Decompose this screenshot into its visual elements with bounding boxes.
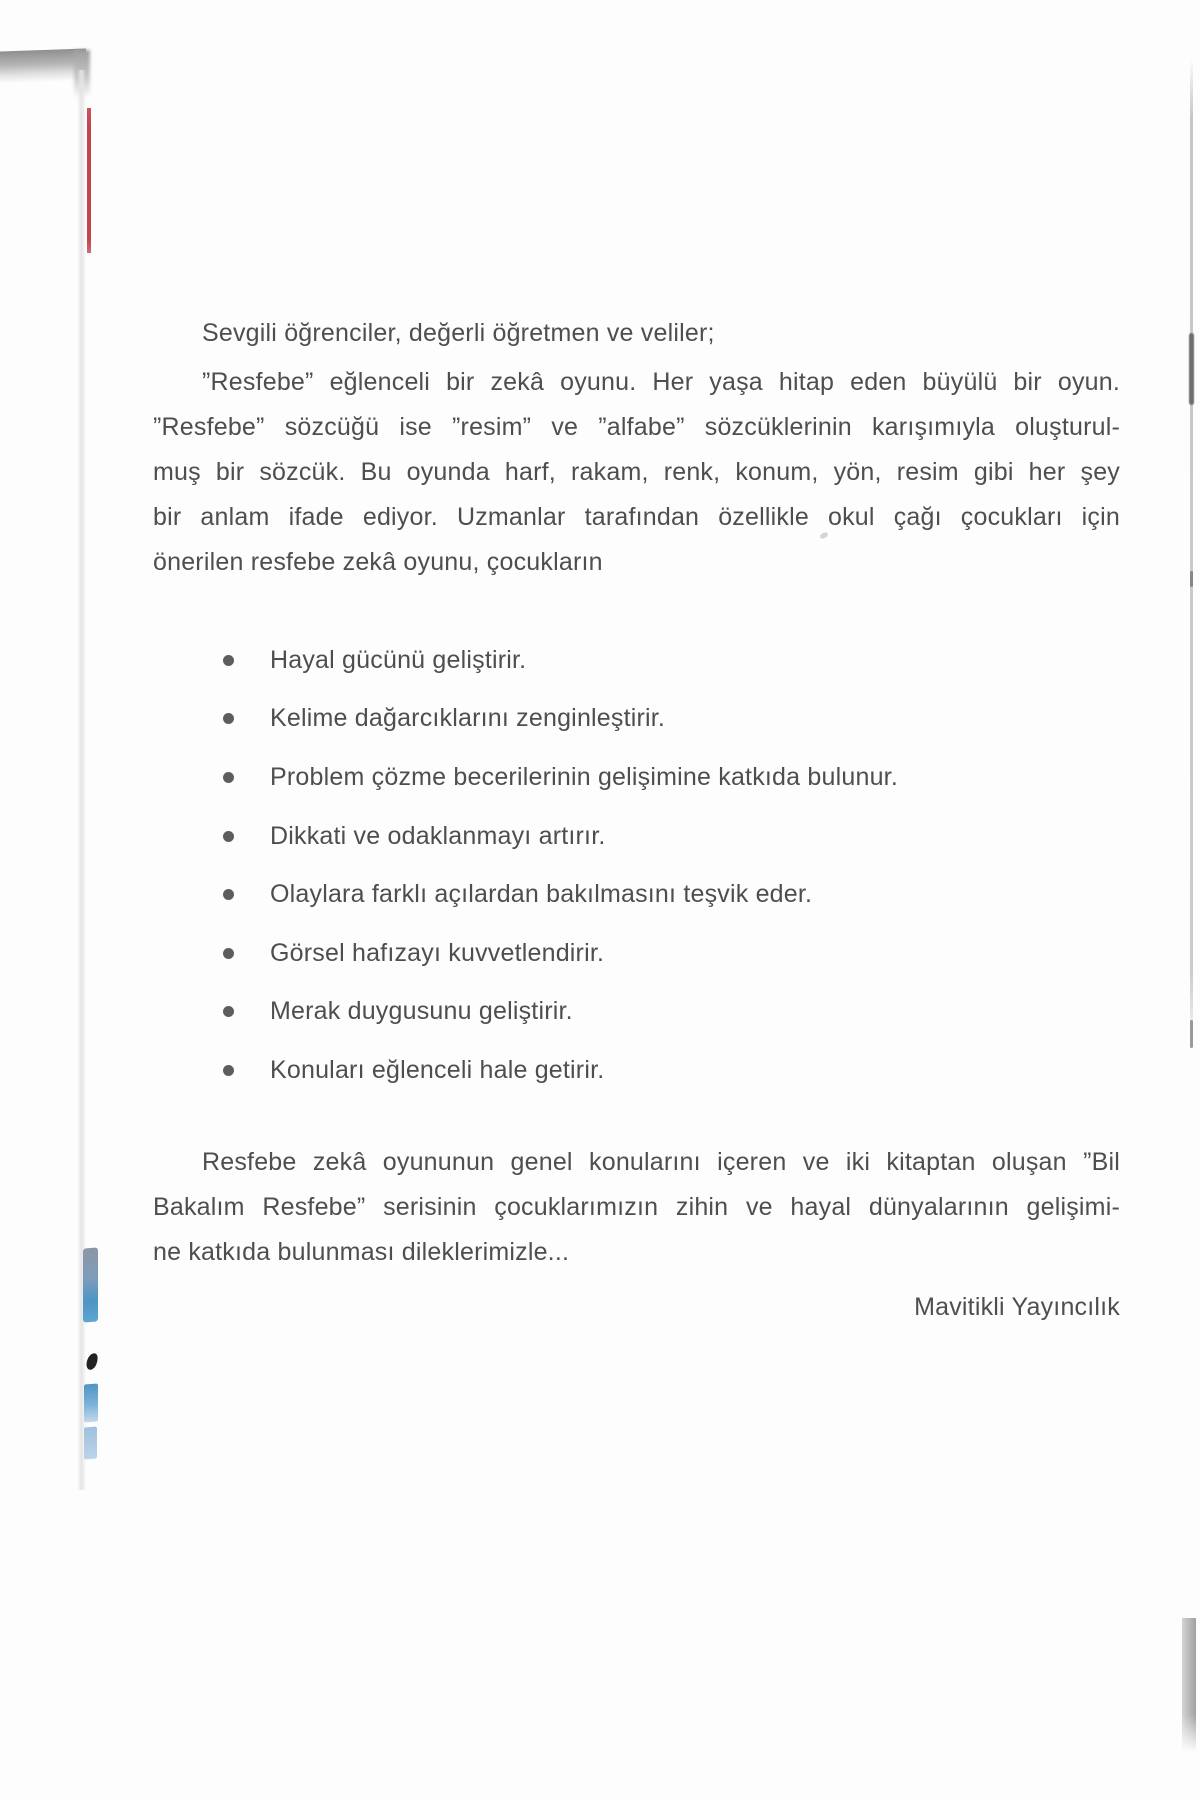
list-item-label: Kelime dağarcıklarını zenginleştirir. bbox=[270, 704, 666, 733]
list-item-label: Merak duygusunu geliştirir. bbox=[270, 997, 573, 1026]
bullet-dot-icon bbox=[223, 772, 234, 783]
left-edge-blue-streak bbox=[83, 1247, 98, 1322]
list-item bbox=[153, 924, 1120, 983]
list-item bbox=[153, 1041, 1120, 1100]
right-edge-dark-segment bbox=[1189, 333, 1194, 405]
list-item-label: Olaylara farklı açılardan bakılmasını teşvik eder. bbox=[270, 880, 813, 909]
list-item bbox=[153, 983, 1120, 1042]
list-item-label: Problem çözme becerilerinin gelişimine katkıda bulunur. bbox=[270, 762, 898, 791]
bullet-dot-icon bbox=[223, 948, 234, 959]
list-item bbox=[153, 631, 1120, 690]
bullet-dot-icon bbox=[223, 1065, 234, 1076]
publisher-signature: Mavitikli Yayıncılık bbox=[914, 1293, 1120, 1321]
paragraph-line: ”Resfebe” sözcüğü ise ”resim” ve ”alfabe” sözcüklerinin karışımıyla oluşturul- bbox=[153, 413, 1120, 441]
paragraph-line: ”Resfebe” eğlenceli bir zekâ oyunu. Her yaşa hitap eden büyülü bir oyun. bbox=[202, 368, 1120, 396]
bullet-dot-icon bbox=[223, 831, 234, 842]
bottom-right-edge-band bbox=[1182, 1618, 1196, 1752]
paragraph-line: ne katkıda bulunması dileklerimizle... bbox=[153, 1238, 570, 1266]
left-edge-blue-streak bbox=[84, 1427, 97, 1460]
intro-paragraph bbox=[153, 360, 1120, 585]
page-right-edge-line bbox=[1190, 58, 1193, 1053]
benefits-list bbox=[153, 631, 1120, 1100]
list-item-label: Dikkati ve odaklanmayı artırır. bbox=[270, 821, 606, 850]
greeting-line: Sevgili öğrenciler, değerli öğretmen ve veliler; bbox=[202, 319, 715, 347]
right-edge-dark-segment bbox=[1190, 571, 1193, 587]
list-item bbox=[153, 807, 1120, 866]
closing-paragraph bbox=[153, 1140, 1120, 1275]
left-edge-ink-mark bbox=[85, 1352, 99, 1371]
list-item bbox=[153, 690, 1120, 749]
bullet-dot-icon bbox=[223, 655, 234, 666]
list-item-label: Konuları eğlenceli hale getirir. bbox=[270, 1055, 605, 1084]
list-item-label: Hayal gücünü geliştirir. bbox=[270, 645, 527, 674]
paragraph-line: muş bir sözcük. Bu oyunda harf, rakam, renk, konum, yön, resim gibi her şey bbox=[153, 458, 1120, 486]
right-edge-dark-segment bbox=[1190, 1020, 1193, 1048]
paragraph-line: önerilen resfebe zekâ oyunu, çocukların bbox=[153, 548, 603, 576]
list-item-label: Görsel hafızayı kuvvetlendirir. bbox=[270, 938, 605, 967]
paragraph-line: Bakalım Resfebe” serisinin çocuklarımızın zihin ve hayal dünyalarının gelişimi- bbox=[153, 1193, 1120, 1221]
bullet-dot-icon bbox=[223, 1006, 234, 1017]
list-item bbox=[153, 748, 1120, 807]
paragraph-line: Resfebe zekâ oyununun genel konularını içeren ve iki kitaptan oluşan ”Bil bbox=[202, 1148, 1120, 1176]
bullet-dot-icon bbox=[223, 713, 234, 724]
bullet-dot-icon bbox=[223, 889, 234, 900]
left-edge-blue-streak bbox=[84, 1384, 98, 1423]
list-item bbox=[153, 865, 1120, 924]
red-accent-line bbox=[87, 108, 91, 253]
paragraph-line: bir anlam ifade ediyor. Uzmanlar tarafından özellikle okul çağı çocukları için bbox=[153, 503, 1120, 531]
